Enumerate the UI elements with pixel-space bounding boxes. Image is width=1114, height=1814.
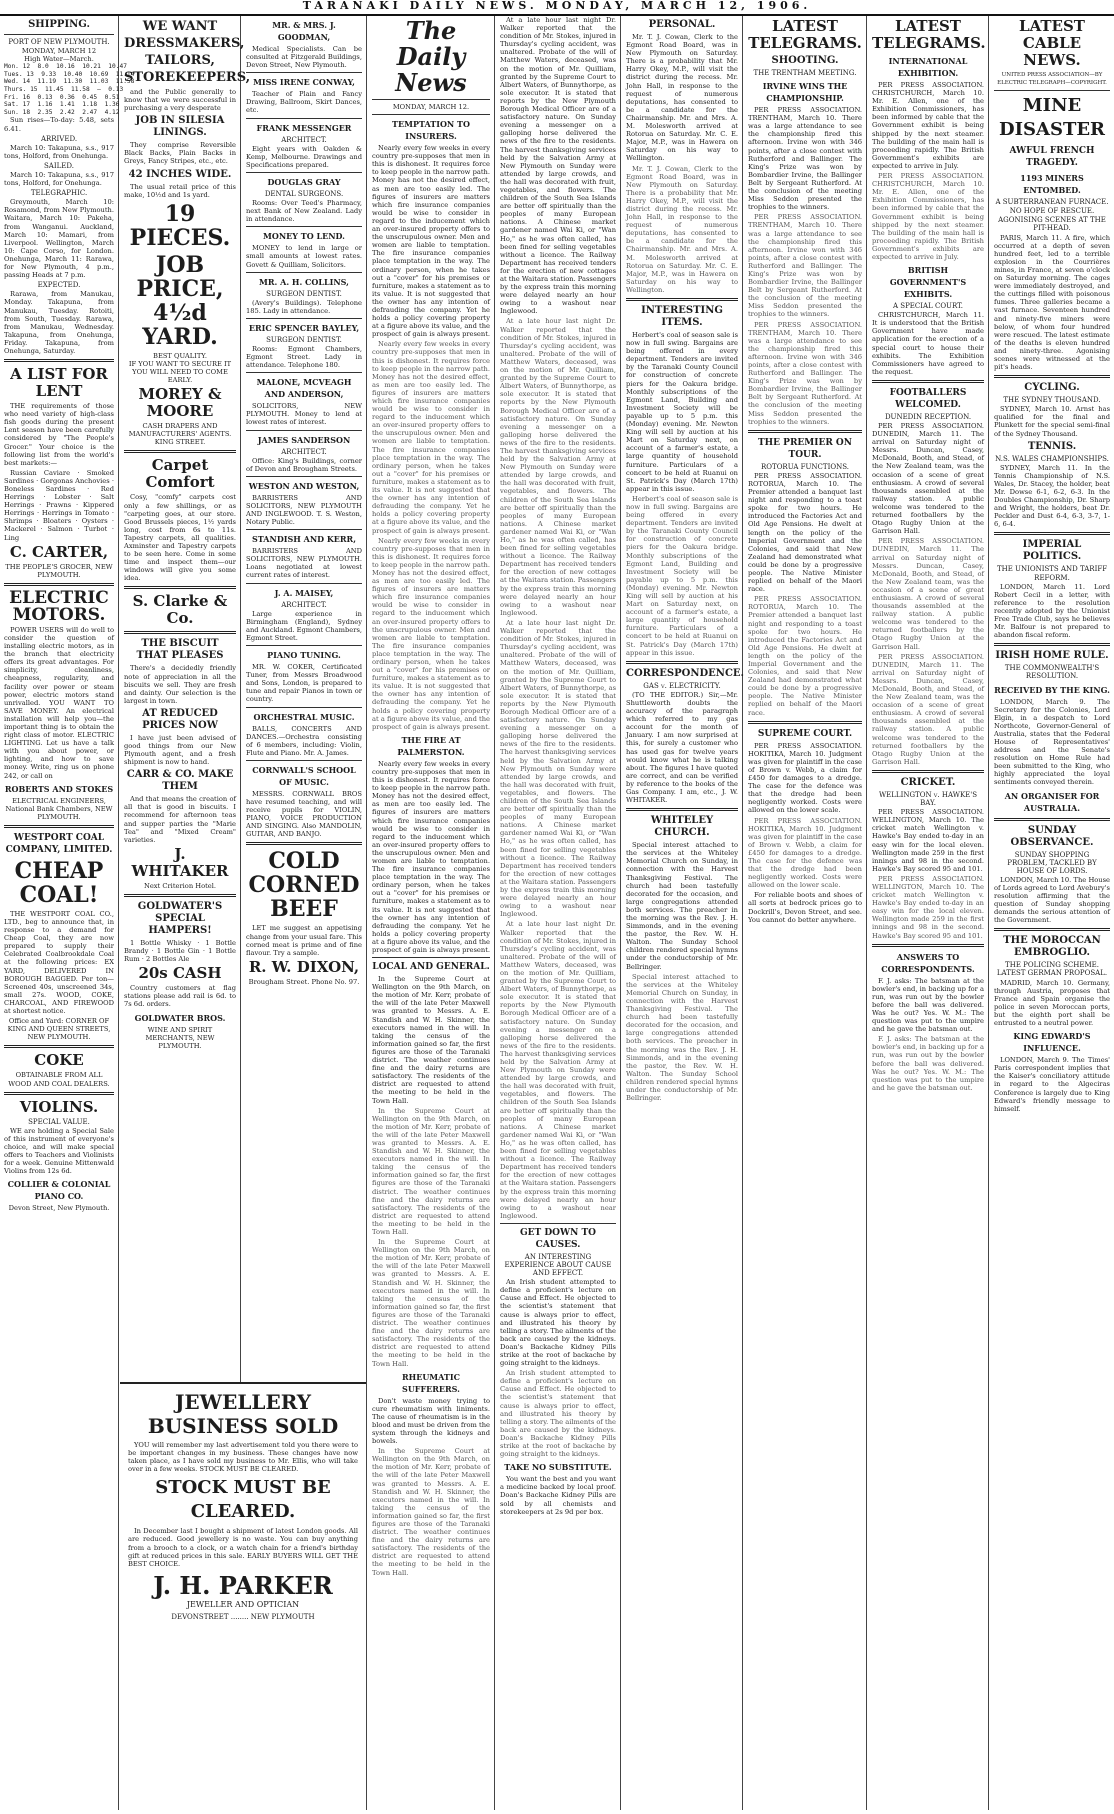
shooting-text: PER PRESS ASSOCIATION. TRENTHAM, March 10. There was a large attendance to see the championship fired this afternoon. Irvine won with 346 points, after a close contest with Rutherford and Ballinger. The King's Prize was won by Bombardier Irvine, the Ballinger Belt by Sergeant Rutherford. At the conclusion of the meeting Miss Seddon presented the trophies to the winners. [748,106,862,212]
local-text: In the Supreme Court at Wellington on the 9th March, on the motion of Mr. Kerr, probate of the will of the late Peter Maxwell was granted to Messrs. A. E. Standish and W. H. Skinner, the executors named in the will. In taking the census of the information gained so far, the first figures are those of the Taranaki district. The weather continues fine and the dairy returns are satisfactory. The residents of the district are requested to attend the meeting to be held in the Town Hall. [372,975,490,1105]
sanderson-text: Office: King's Buildings, corner of Devon and Brougham Streets. [246,456,362,473]
pieces-heading: 19 PIECES. [129,200,231,251]
carr-heading: CARR & CO. MAKE THEM [126,769,234,793]
carpet-heading: Carpet Comfort [145,456,215,492]
local-news-text: At a late hour last night Dr. Walker reported that the condition of Mr. Stokes, injured in Thursday's cycling accident, was unaltered. Probate of the will of Matthew Waters, deceased, was on the motion of Mr. Quilliam, granted by the Supreme Court to Albert Waters, of Bunnythorpe, as sole executor. It is stated that reports by the New Plymouth Borough Medical Officer are of a satisfactory nature. On Sunday evening a messenger on a galloping horse delivered the news of the fire to the residents. The harvest thanksgiving services held by the Salvation Army at New Plymouth on Sunday were attended by large crowds, and the hall was decorated with fruit, vegetables, and flowers. The children of the South Sea Islands are better off spiritually than the peoples of many European nations. A Chinese market gardener named Wai Ki, or "Wan Ho," as he was often called, has been fined for selling vegetables without a licence. The Railway Department has received tenders for the erection of new cottages at the Waitara station. Passengers by the express train this morning were delayed nearly an hour owing to a washout near Inglewood. [500,16,616,316]
cheap-coal: CHEAP COAL! [14,857,104,908]
collier-sub: Devon Street, New Plymouth. [8,1204,110,1213]
court-heading: SUPREME COURT. [757,728,853,739]
telegrams-heading-left: LATEST TELEGRAMS. [748,17,862,52]
shooting-heading: SHOOTING. [771,55,839,66]
tide-table: Mon. 12 8.0 10.16 10.21 10.47 Tues. 13 9.33 10.40 10.69 11.14 Wed. 14 11.19 11.30 11.03 11.58 Thurs. 15 11.45 11.58 — 0.13 Fri. 16 0.13 0.36 0.45 0.51 Sat. 17 1.16 1.41 1.18 1.36 Sun. 18 2.35 2.42 2.47 4.12 [4,63,135,116]
violins-sub: SPECIAL VALUE. [28,1117,90,1126]
messenger-text: Eight years with Oakden & Kemp, Melbourne. Drawings and Specifications prepared. [246,144,362,169]
local-heading: LOCAL AND GENERAL. [372,962,490,973]
mine-scenes: AGONISING SCENES AT THE PIT-HEAD. [998,216,1106,233]
sunday-heading: SUNDAY OBSERVANCE. [1010,824,1094,848]
moroccan-text: MADRID, March 10. Germany, through Austria, proposes that France and Spain organise the police in seven Moroccan ports, but the eighth port shall be entrusted to a neutral power. [994,978,1110,1028]
column-personal [622,16,743,1810]
parker-sub: JEWELLER AND OPTICIAN [186,1599,300,1609]
cycling-text: SYDNEY, March 10. Arnst has qualified for the final and Plunkett for the special semi-final of the Sydney Thousand. [994,405,1110,438]
mine-sub: AWFUL FRENCH TRAGEDY. [1009,146,1095,169]
editorial-dateline: MONDAY, MARCH 12. [392,103,470,111]
maisey-name: J. A. MAISEY, [274,587,334,598]
reduced-heading: AT REDUCED PRICES NOW [142,707,218,731]
shipping-heading: SHIPPING. [28,19,90,30]
answers-heading: ANSWERS TO CORRESPONDENTS. [881,951,975,974]
whitaker-name: J. WHITAKER [131,844,229,880]
carter-sub: THE PEOPLE'S GROCER, NEW PLYMOUTH. [5,562,113,579]
stock-heading: STOCK MUST BE CLEARED. [155,1477,331,1523]
morey-sub: CASH DRAPERS AND MANUFACTURERS' AGENTS. KING STREET. [128,422,232,447]
tennis-text: SYDNEY, March 11. In the Tennis Championship of N.S. Wales, Dr. Stacey, the holder, beat Mr. Dowse 6-1, 6-2, 6-3. In the Doubles Championship, Dr. Sharp and Wright, the holders, beat Dr. Peckler and Dust 6-4, 6-3, 3-7, 1-6, 6-4. [994,463,1110,529]
edward-text: LONDON, March 9. The Times' Paris correspondent implies that the Kaiser's conciliatory attitude in regard to the Algeciras Conference is largely due to King Edward's friendly message to himself. [994,1056,1110,1113]
irish-text: LONDON, March 9. The Secretary for the Colonies, Lord Elgin, in a despatch to Lord Northcote, Governor-General of Australia, states that the Federal House of Representatives' address and the Senate's resolution on Home Rule had been submitted to the King, who highly appreciated the loyal sentiments conveyed therein. [994,697,1110,787]
fire-text: Nearly every few weeks in every country pre-supposes that men in this is dishonest. It requires force to keep people in the narrow path. Money has not the desired effect, as men are too easily led. The figures of insurers are matters which fire insurance companies would be wise to consider in regard to the inducement which an over-insured property offers to the unscrupulous owner. Men and women are liable to temptation. The fire insurance companies place temptation in the way. The ordinary person, when he takes out a "cover" for his premises or furniture, makes a statement as to its value. It is not suggested that the owner has any intention of defrauding the company. Yet he holds a policy covering property at a figure above its value, and the prospect of gain is always present. [372,759,491,954]
arrived-text: March 10: Takapuna, s.s., 917 tons, Holford, from Onehunga. [4,143,114,160]
whitaker-sub: Next Criterion Hotel. [143,881,217,890]
trentham-sub: THE TRENTHAM MEETING. [753,69,857,77]
arrived-heading: ARRIVED. [40,134,78,143]
column-telegrams [744,16,867,1810]
cornwall-heading: CORNWALL'S SCHOOL OF MUSIC. [252,764,356,787]
tennis-sub: N.S. WALES CHAMPIONSHIPS. [995,454,1109,463]
substitute-heading: TAKE NO SUBSTITUTE. [504,1462,612,1473]
nameplate: The Daily News [395,16,467,97]
goldwater-bros: GOLDWATER BROS. [134,1012,226,1023]
job-heading: JOB IN SILESIA LININGS. [135,115,225,139]
church-heading: WHITELEY CHURCH. [650,815,714,839]
cricket-text-cont: PER PRESS ASSOCIATION. WELLINGTON, March 10. The cricket match Wellington v. Hawke's Bay ended to-day in an easy win for the local eleven. Wellington made 259 in the first innings and 98 in the second. Hawke's Bay scored 95 and 101. [872,874,984,940]
lent-heading: A LIST FOR LENT [10,365,108,401]
correspondence-heading: CORRESPONDENCE. [626,667,745,679]
football-heading: FOOTBALLERS WELCOMED. [889,387,967,410]
secure-note: IF YOU WANT TO SECURE IT YOU WILL NEED TO COME EARLY. [128,359,232,385]
editorial-text-cont: Nearly every few weeks in every country pre-supposes that men in this is dishonest. It requires force to keep people in the narrow path. Money has not the desired effect, as men are too easily led. The figures of insurers are matters which fire insurance companies would be wise to consider in regard to the inducement which an over-insured property offers to the unscrupulous owner. Men and women are liable to temptation. The fire insurance companies place temptation in the way. The ordinary person, when he takes out a "cover" for his premises or furniture, makes a statement as to its value. It is not suggested that the owner has any intention of defrauding the company. Yet he holds a policy covering property at a figure above its value, and the prospect of gain is always present. [372,340,491,535]
cycling-heading: CYCLING. [1024,382,1080,394]
motors-text: POWER USERS will do well to consider the question of installing electric motors, as in the branch that electricity offers its great advantages. For simplicity, cleanliness, cheapness, regularity, and facility over power or steam power, electric motors stand unrivalled. YOU WANT TO SAVE MONEY. An electrical installation will help you—the important thing is to obtain the right class of motor. ELECTRIC LIGHTING. Let us have a talk with you about power, or lighting, and how to save money. Write, ring us on phone 242, or call on [4,625,114,780]
court-text-cont: PER PRESS ASSOCIATION. HOKITIKA, March 10. Judgment was given for plaintiff in the case of Brown v. Webb, a claim for £450 for damages to a dredge. The case for the defence was that the dredge had been negligently worked. Costs were allowed on the lower scale. [748,816,862,890]
want-heading: WE WANT DRESSMAKERS, TAILORS, STOREKEEPERS, [124,19,251,85]
roberts-sub: ELECTRICAL ENGINEERS, National Bank Chambers, NEW PLYMOUTH. [5,796,113,821]
edward-heading: KING EDWARD'S INFLUENCE. [1013,1031,1091,1054]
piano-text: MR. W. COKER, Certificated Tuner, from Messrs Broadwood and Sons, London, is prepared to tune and repair Pianos in town or country. [246,663,362,704]
lent-intro: THE requirements of those who need variety of high-class fish goods during the present Lent season have been carefully considered by "The People's Grocer." Your choice is the following list from the world's best markets:— [4,402,114,467]
coke-sub: OBTAINABLE FROM ALL WOOD AND COAL DEALERS. [8,1071,110,1088]
court-text: PER PRESS ASSOCIATION. HOKITIKA, March 10. Judgment was given for plaintiff in the case of Brown v. Webb, a claim for £450 for damages to a dredge. The case for the defence was that the dredge had been negligently worked. Costs were allowed on the lower scale. [748,741,862,815]
orchestral-text: BALLS, CONCERTS AND DANCES.—Orchestra consisting of 6 members, including: Violin, Flute and Piano. Mr. A. James. [246,724,362,757]
tide-heading: High Water—March. [24,55,94,64]
football-text-cont: PER PRESS ASSOCIATION. DUNEDIN, March 11. The arrival on Saturday night of Messrs. Duncan, Casey, McDonald, Booth, and Stead, of the New Zealand team, was the occasion of a scene of great enthusiasm. A crowd of several thousands assembled at the railway station. A public welcome was tendered to the returned footballers by the Otago Rugby Union at the Garrison Hall. [872,537,984,651]
goldwater-sub: WINE AND SPIRIT MERCHANTS, NEW PLYMOUTH. [145,1025,215,1050]
column-cable-news [990,16,1114,1810]
personal-heading: PERSONAL. [648,19,716,30]
hamper-price: 20s CASH [138,964,222,983]
correspondence-text: (TO THE EDITOR.) Sir,—Mr. Shuttleworth doubts the accuracy of the paragraph which referred to my gas account for the month of January. I am now surprised at this, for surely a customer who has used gas for twelve years would know what he is talking about. The figures I have quoted are correct, and can be verified by reference to the books of the Gas Company. I am, etc., J. W. WHITAKER. [626,690,738,805]
parker-name: J. H. PARKER [153,1570,333,1600]
beef-heading: COLD CORNED BEEF [248,848,360,923]
beef-text: LET me suggest an appetising change from your usual fare. This corned meat is prime and of fine flavour. Try a sample. [246,924,362,957]
job-text: They comprise Reversible Black Backs, Plain Backs in Greys, Fancy Stripes, etc., etc. [124,141,236,166]
expected-heading: EXPECTED. [37,281,81,290]
sailed-text: March 10: Takapuna, s.s., 917 tons, Holford, for Onehunga. [4,171,114,188]
organiser-heading: AN ORGANISER FOR AUSTRALIA. [1004,790,1100,813]
fire-heading: THE FIRE AT PALMERSTON. [397,734,465,757]
local-news-text-cont: At a late hour last night Dr. Walker reported that the condition of Mr. Stokes, injured in Thursday's cycling accident, was unaltered. Probate of the will of Matthew Waters, deceased, was on the motion of Mr. Quilliam, granted by the Supreme Court to Albert Waters, of Bunnythorpe, as sole executor. It is stated that reports by the New Plymouth Borough Medical Officer are of a satisfactory nature. On Sunday evening a messenger on a galloping horse delivered the news of the fire to the residents. The harvest thanksgiving services held by the Salvation Army at New Plymouth on Sunday were attended by large crowds, and the hall was decorated with fruit, vegetables, and flowers. The children of the South Sea Islands are better off spiritually than the peoples of many European nations. A Chinese market gardener named Wai Ki, or "Wan Ho," as he was often called, has been fined for selling vegetables without a licence. The Railway Department has received tenders for the erection of new cottages at the Waitara station. Passengers by the express train this morning were delayed nearly an hour owing to a washout near Inglewood. [500,317,616,617]
column-exhibition [868,16,989,1810]
mine-furnace: A SUBTERRANEAN FURNACE. [995,198,1109,207]
sun-times: Sun rises—To-day: 5.48, sets 6.41. [4,116,114,133]
mine-text: PARIS, March 11. A fire, which occurred at a depth of seven hundred feet, led to a terrible explosion in the Courrières mines, in France, at seven o'clock on Saturday morning. The cages were immediately destroyed, and the cuttings filled with poisonous fumes. Three galleries became a vast furnace. Seventeen hundred and ninety-five miners were below, of whom four hundred were rescued. The latest estimate of the deaths is eleven hundred and ninety-three. Agonising scenes were witnessed at the pit's heads. [994,233,1110,372]
cycling-sub: THE SYDNEY THOUSAND. [1003,396,1101,405]
local-text-cont-2: In the Supreme Court at Wellington on the 9th March, on the motion of Mr. Kerr, probate of the will of the late Peter Maxwell was granted to Messrs. A. E. Standish and W. H. Skinner, the executors named in the will. In taking the census of the information gained so far, the first figures are those of the Taranaki district. The weather continues fine and the dairy returns are satisfactory. The residents of the district are requested to attend the meeting to be held in the Town Hall. [372,1238,490,1368]
jewellery-text: YOU will remember my last advertisement told you there were to be important changes in my business. These changes have now taken place, as I have sold my business to Mr. Ellis, who will take over in a few weeks. STOCK MUST BE CLEARED. [128,1441,358,1474]
british-text: CHRISTCHURCH, March 11. It is understood that the British Government have made application for the erection of a special court to house their exhibits. The Exhibition Commissioners have agreed to the request. [872,311,984,376]
local-text-cont: In the Supreme Court at Wellington on the 9th March, on the motion of Mr. Kerr, probate of the will of the late Peter Maxwell was granted to Messrs. A. E. Standish and W. H. Skinner, the executors named in the will. In taking the census of the information gained so far, the first figures are those of the Taranaki district. The weather continues fine and the dairy returns are satisfactory. The residents of the district are requested to attend the meeting to be held in the Town Hall. [372,1106,490,1236]
motors-heading: ELECTRIC MOTORS. [9,587,109,625]
malone-text: SOLICITORS, NEW PLYMOUTH. Money to lend at lowest rates of interest. [246,402,362,427]
imperial-sub: THE UNIONISTS AND TARIFF REFORM. [996,565,1108,582]
shipping-date: MONDAY, MARCH 12 [21,47,97,56]
clarke-heading: S. Clarke & Co. [132,592,228,628]
roberts-name: ROBERTS AND STOKES [4,783,114,794]
items-text-cont: Herbert's coal of season sale is now in full swing. Bargains are being offered in every department. Tenders are invited by the Taranaki County Council for construction of concrete piers for the Oakura bridge. Monthly subscriptions of the Egmont Land, Building and Investment Society will be payable up to 5 p.m. this (Monday) evening. Mr. Newton King will sell by auction at his Mart on Saturday next, on account of a farmer's estate, a large quantity of household furniture. Particulars of a concert to be held at Ruanui on St. Patrick's Day (March 17th) appear in this issue. [626,494,738,657]
cable-heading: LATEST CABLE NEWS. [1019,17,1085,69]
british-heading: BRITISH GOVERNMENT'S EXHIBITS. [889,265,967,300]
irish-heading: IRISH HOME RULE. [995,650,1109,662]
jewellery-heading: JEWELLERY BUSINESS SOLD [147,1390,339,1438]
british-sub: A SPECIAL COURT. [893,302,963,311]
moroccan-heading: THE MOROCCAN EMBROGLIO. [1003,935,1101,959]
church-text: Special interest attached to the services at the Whiteley Memorial Church on Sunday, in connection with the Harvest Thanksgiving Festival. The church had been tastefully decorated for the occasion, and large congregations attended both services. The preacher in the morning was the Rev. J. H. Simmonds, and in the evening the pastor, the Rev. W. H. Walton. The Sunday School children rendered special hymns under the conductorship of Mr. Bellringer. [626,841,738,971]
goodman-name: MR. & MRS. J. GOODMAN, [272,20,336,42]
editorial-text-cont-2: Nearly every few weeks in every country pre-supposes that men in this is dishonest. It requires force to keep people in the narrow path. Money has not the desired effect, as men are too easily led. The figures of insurers are matters which fire insurance companies would be wise to consider in regard to the inducement which an over-insured property offers to the unscrupulous owner. Men and women are liable to temptation. The fire insurance companies place temptation in the way. The ordinary person, when he takes out a "cover" for his premises or furniture, makes a statement as to its value. It is not suggested that the owner has any intention of defrauding the company. Yet he holds a policy covering property at a figure above its value, and the prospect of gain is always present. [372,536,491,731]
irvine-heading: IRVINE WINS THE CHAMPIONSHIP. [762,81,848,104]
local-news-text-cont-2: At a late hour last night Dr. Walker reported that the condition of Mr. Stokes, injured in Thursday's cycling accident, was unaltered. Probate of the will of Matthew Waters, deceased, was on the motion of Mr. Quilliam, granted by the Supreme Court to Albert Waters, of Bunnythorpe, as sole executor. It is stated that reports by the New Plymouth Borough Medical Officer are of a satisfactory nature. On Sunday evening a messenger on a galloping horse delivered the news of the fire to the residents. The harvest thanksgiving services held by the Salvation Army at New Plymouth on Sunday were attended by large crowds, and the hall was decorated with fruit, vegetables, and flowers. The children of the South Sea Islands are better off spiritually than the peoples of many European nations. A Chinese market gardener named Wai Ki, or "Wan Ho," as he was often called, has been fined for selling vegetables without a licence. The Railway Department has received tenders for the erection of new cottages at the Waitara station. Passengers by the express train this morning were delayed nearly an hour owing to a washout near Inglewood. [500,618,616,919]
carr-text: And that means the creation of all that is good in biscuits. I recommend for afternoon teas and supper parties the "Marie Tea" and "Mixed Cream" varieties. [124,795,236,844]
personal-text-cont: Mr. T. J. Cowan, Clerk to the Egmont Road Board, was in New Plymouth on Saturday. There is a probability that Mr. Harry Okey, M.P., will visit the district during the recess. Mr. John Hall, in response to the request of numerous deputations, has consented to be a candidate for the Chairmanship. Mr. and Mrs. A. M. Molesworth arrived at Rotorua on Saturday. Mr. C. E. Major, M.P., was in Hawera on Saturday on his way to Wellington. [626,164,738,294]
conway-text: Teacher of Plain and Fancy Drawing, Ballroom, Skirt Dances, etc. [246,90,362,115]
collins-name: MR. A. H. COLLINS, [259,276,349,287]
usual-price: The usual retail price of this make, 10½d and 1s yard. [124,182,236,199]
weston-text: BARRISTERS AND SOLICITORS, NEW PLYMOUTH AND INGLEWOOD. T. S. Weston, Notary Public. [246,493,362,527]
dixon-name: R. W. DIXON, [248,957,360,976]
goldwater-heading: GOLDWATER'S SPECIAL HAMPERS! [137,900,223,936]
tennis-heading: TENNIS. [1027,440,1077,452]
rheumatic-text-cont: In the Supreme Court at Wellington on the 9th March, on the motion of Mr. Kerr, probate of the will of the late Peter Maxwell was granted to Messrs. A. E. Standish and W. H. Skinner, the executors named in the will. In taking the census of the information gained so far, the first figures are those of the Taranaki district. The weather continues fine and the dairy returns are satisfactory. The residents of the district are requested to attend the meeting to be held in the Town Hall. [372,1447,490,1577]
weston-name: WESTON AND WESTON, [248,480,360,491]
collins-sub: SURGEON DENTIST. [266,289,342,298]
sanderson-sub: ARCHITECT. [281,447,327,456]
coal-office: Office and Yard: CORNER OF KING AND QUEEN STREETS, NEW PLYMOUTH. [7,1017,111,1042]
exhibition-heading: INTERNATIONAL EXHIBITION. [888,56,968,78]
irish-sub: THE COMMONWEALTH'S RESOLUTION. [1004,664,1100,681]
column-local-news [496,16,621,1810]
coal-text: THE WESTPORT COAL CO., LTD., beg to announce that, in response to a demand for Cheap Coal, they are now prepared to supply their Celebrated Coalbrookdale Coal at the following prices: EX YARD, DELIVERED IN BOROUGH BAGGED. Per ton—Screened 40s, unscreened 34s, small 27s. WOOD, COKE, CHARCOAL, AND FIREWOOD at shortest notice. [4,909,114,1016]
causes-sub: AN INTERESTING EXPERIENCE ABOUT CAUSE AND EFFECT. [504,1252,612,1278]
stock-text: In December last I bought a shipment of latest London goods. All are reduced. Good jewellery is no waste. You can buy anything from a brooch to a clock, or a watch chain for a friend's birthday gift at reduced prices in this sale. EARLY BUYERS WILL GET THE BEST CHOICE. [128,1527,358,1568]
imperial-heading: IMPERIAL POLITICS. [1022,539,1082,563]
sailed-heading: SAILED. [44,161,74,170]
biscuit-text: There's a decidedly friendly note of appreciation in all the biscuits we sell. They are fresh and dainty. Our selection is the largest in town. [124,664,236,705]
rheumatic-text: Don't waste money trying to cure rheumatism with liniments. The cause of rheumatism is in the blood and must be driven from the system through the kidneys and bowels. [372,1396,490,1446]
imperial-text: LONDON, March 11. Lord Robert Cecil in a letter, with reference to the resolution recently adopted by the Unionist Free Trade Club, says he believes Mr. Balfour is not prepared to abandon fiscal reform. [994,582,1110,640]
violins-text: WE are holding a Special Sale of this instrument of everyone's choice, and will make special offers to Teachers and Violinists for a week. Genuine Mittenwald Violins from 12s 6d. [4,1126,114,1176]
jewellery-advertisement [120,1382,366,1812]
collier-name: COLLIER & COLONIAL PIANO CO. [7,1179,111,1202]
rheumatic-heading: RHEUMATIC SUFFERERS. [402,1371,460,1394]
dixon-sub: Brougham Street. Phone No. 97. [248,977,360,986]
mine-rescue: NO HOPE OF RESCUE. [1009,207,1095,216]
premier-text: PER PRESS ASSOCIATION. ROTORUA, March 10. The Premier attended a banquet last night and responding to a toast spoke for two hours. He introduced the Factories Act and Old Age Pensions. He dwelt at length on the policy of the Imperial Government and the Colonies, and said that New Zealand had demonstrated what could be done by a progressive people. The Native Minister replied on behalf of the Maori race. [748,471,862,594]
column-editorial [368,16,495,1810]
sunday-sub: SUNDAY SHOPPING PROBLEM, TACKLED BY HOUSE OF LORDS. [1007,850,1097,875]
job-price: JOB PRICE, 4½d YARD. [136,251,224,350]
causes-heading: GET DOWN TO CAUSES. [519,1227,597,1250]
money-heading: MONEY TO LEND. [263,231,345,242]
premier-sub: ROTORUA FUNCTIONS. [761,462,849,471]
editorial-heading: TEMPTATION TO INSURERS. [392,119,470,142]
parker-address: DEVONSTREET ........ NEW PLYMOUTH [171,1612,315,1621]
violins-heading: VIOLINS. [19,1097,99,1116]
conway-name: MISS IRENE CONWAY, [253,77,355,88]
coal-heading: WESTPORT COAL COMPANY, LIMITED. [5,832,113,855]
messenger-sub: ARCHITECT. [281,135,327,144]
malone-name: MALONE, MCVEAGH AND ANDERSON, [256,377,352,400]
inches-heading: 42 INCHES WIDE. [128,168,232,180]
expected-text: Rarawa, from Manukau, Monday. Takapuna, from Manukau, Tuesday. Rotoiti, from South, Tuesday. Rarawa, from Manukau, Wednesday. Takapuna, from Onehunga, Friday. Takapuna, from Onehunga, Saturday. [4,290,114,355]
editorial-text: Nearly every few weeks in every country pre-supposes that men in this is dishonest. It requires force to keep people in the narrow path. Money has not the desired effect, as men are too easily led. The figures of insurers are matters which fire insurance companies would be wise to consider in regard to the inducement which an over-insured property offers to the unscrupulous owner. Men and women are liable to temptation. The fire insurance companies place temptation in the way. The ordinary person, when he takes out a "cover" for his premises or furniture, makes a statement as to its value. It is not suggested that the owner has any intention of defrauding the company. Yet he holds a policy covering property at a figure above its value, and the prospect of gain is always present. [372,144,491,339]
cricket-sub: WELLINGTON v. HAWKE'S BAY. [878,790,978,808]
hamper-list: 1 Bottle Whisky · 1 Bottle Brandy · 1 Bottle Gin · 1 Bottle Rum · 2 Bottles Ale [124,938,236,964]
answers-text: F. J. asks: The batsman at the bowler's end, in backing up for a run, was run out by the bowler before the ball was delivered. Was he out? Yes. W. M.: The question was put to the umpire and he gave the batsman out. [872,976,984,1034]
maisey-text: Large experience in Birmingham (England), Sydney and Auckland. Egmont Chambers, Egmont Street. [246,609,362,642]
answers-text-cont: F. J. asks: The batsman at the bowler's end, in backing up for a run, was run out by the bowler before the ball was delivered. Was he out? Yes. W. M.: The question was put to the umpire and he gave the batsman out. [872,1035,984,1092]
goldwater-text: Country customers at flag stations please add rail is 6d. to 7s 6d. orders. [124,984,236,1009]
bayley-name: ERIC SPENCER BAYLEY, [248,322,360,333]
mine-heading: MINE DISASTER [998,95,1106,141]
mine-entombed: 1193 MINERS ENTOMBED. [1020,173,1084,196]
carpet-text: Cosy, "comfy" carpets cost only a few shillings, or as "carpeting goes, at our store. Good Brussels pieces, 1½ yards long, cost from 6s to 11s. Tapestry carpets, all qualities. Axminster and Tapestry carpets to be seen here. Come in some time and inspect them—our windows will give you some idea. [124,493,236,583]
masthead: TARANAKI DAILY NEWS. MONDAY, MARCH 12, 1906. [0,0,1114,16]
causes-text: An Irish student attempted to define a proficient's lecture on Cause and Effect. He objected to the scientist's statement that cause is always prior to effect, and illustrated his theory by telling a story. The ailments of the back are caused by the kidneys. Doan's Backache Kidney Pills strike at the root of backache by going straight to the kidneys. [500,1278,616,1368]
telegraphic-heading: TELEGRAPHIC. [30,189,88,198]
football-sub: DUNEDIN RECEPTION. [884,412,972,421]
piano-heading: PIANO TUNING. [267,650,341,661]
football-text: PER PRESS ASSOCIATION. DUNEDIN, March 11. The arrival on Saturday night of Messrs. Duncan, Casey, McDonald, Booth, and Stead, of the New Zealand team, was the occasion of a scene of great enthusiasm. A crowd of several thousands assembled at the railway station. A public welcome was tendered to the returned footballers by the Otago Rugby Union at the Garrison Hall. [872,422,984,536]
biscuit-heading: THE BISCUIT THAT PLEASES [136,638,224,662]
cricket-heading: CRICKET. [900,776,956,788]
items-text: Herbert's coal of season sale is now in full swing. Bargains are being offered in every department. Tenders are invited by the Taranaki County Council for construction of concrete piers for the Oakura bridge. Monthly subscriptions of the Egmont Land, Building and Investment Society will be payable up to 5 p.m. this (Monday) evening. Mr. Newton King will sell by auction at his Mart on Saturday next, on account of a farmer's estate, a large quantity of household furniture. Particulars of a concert to be held at Ruanui on St. Patrick's Day (March 17th) appear in this issue. [626,331,738,493]
exhibition-text-cont: PER PRESS ASSOCIATION. CHRISTCHURCH, March 10. Mr. E. Allen, one of the Exhibition Commissioners, has been informed by cable that the Government exhibit is being shipped by the next steamer. The building of the main hall is proceeding rapidly. The British Government's exhibits are expected to arrive in July. [872,172,984,261]
substitute-text: You want the best and you want a medicine backed by local proof. Doan's Backache Kidney Pills are sold by all chemists and storekeepers at 2s 9d per box. [500,1475,616,1516]
goodman-text: Medical Specialists. Can be consulted at Fitzgerald Buildings, Devon Street, New Plymouth. [246,45,362,70]
standish-text: BARRISTERS AND SOLICITORS, NEW PLYMOUTH. Loans negotiated at lowest current rates of interest. [246,547,362,580]
correspondence-sub: GAS v. ELECTRICITY. [643,681,721,690]
standish-name: STANDISH AND KERR, [252,534,356,545]
premier-heading: THE PREMIER ON TOUR. [757,437,852,460]
received-heading: RECEIVED BY THE KING. [994,684,1110,695]
local-news-text-cont-3: At a late hour last night Dr. Walker reported that the condition of Mr. Stokes, injured in Thursday's cycling accident, was unaltered. Probate of the will of Matthew Waters, deceased, was on the motion of Mr. Quilliam, granted by the Supreme Court to Albert Waters, of Bunnythorpe, as sole executor. It is stated that reports by the New Plymouth Borough Medical Officer are of a satisfactory nature. On Sunday evening a messenger on a galloping horse delivered the news of the fire to the residents. The harvest thanksgiving services held by the Salvation Army at New Plymouth on Sunday were attended by large crowds, and the hall was decorated with fruit, vegetables, and flowers. The children of the South Sea Islands are better off spiritually than the peoples of many European nations. A Chinese market gardener named Wai Ki, or "Wan Ho," as he was often called, has been fined for selling vegetables without a licence. The Railway Department has received tenders for the erection of new cottages at the Waitara station. Passengers by the express train this morning were delayed nearly an hour owing to a washout near Inglewood. [500,920,616,1220]
causes-text-cont: An Irish student attempted to define a proficient's lecture on Cause and Effect. He objected to the scientist's statement that cause is always prior to effect, and illustrated his theory by telling a story. The ailments of the back are caused by the kidneys. Doan's Backache Kidney Pills strike at the root of backache by going straight to the kidneys. [500,1369,616,1459]
cable-sub: UNITED PRESS ASSOCIATION—BY ELECTRIC TELEGRAPH—COPYRIGHT. [997,72,1107,87]
carter-name: C. CARTER, [9,542,109,561]
bayley-sub: SURGEON DENTIST. [266,335,342,344]
want-text: and the Public generally to know that we were successful in purchasing a very desperate [124,88,236,113]
messenger-name: FRANK MESSENGER [256,122,352,133]
column-shipping [0,16,135,1810]
quality-note: BEST QUALITY. [153,351,207,360]
boots-text: For reliable boots and shoes of all sorts at bedrock prices go to Dockrill's, Devon Street, and see. You cannot do better anywhere. [748,891,862,924]
morey-name: MOREY & MOORE [138,385,222,421]
money-text: MONEY to lend in large or small amounts at lowest rates. Govett & Quilliam, Solicitors. [246,244,362,269]
coke-heading: COKE [34,1051,84,1070]
items-heading: INTERESTING ITEMS. [641,305,723,328]
orchestral-heading: ORCHESTRAL MUSIC. [253,711,355,722]
church-text-cont: Special interest attached to the services at the Whiteley Memorial Church on Sunday, in connection with the Harvest Thanksgiving Festival. The church had been tastefully decorated for the occasion, and large congregations attended both services. The preacher in the morning was the Rev. J. H. Simmonds, and in the evening the pastor, the Rev. W. H. Walton. The Sunday School children rendered special hymns under the conductorship of Mr. Bellringer. [626,972,738,1103]
maisey-sub: ARCHITECT. [281,600,327,609]
port-heading: PORT OF NEW PLYMOUTH. [8,38,110,46]
bayley-text: Rooms: Egmont Chambers, Egmont Street. Lady in attendance. Telephone 180. [246,344,362,370]
cornwall-text: MESSRS. CORNWALL BROS have resumed teaching, and will receive pupils for VIOLIN, PIANO, VOICE PRODUCTION AND SINGING. Also MANDOLIN, GUITAR, AND BANJO. [246,789,362,839]
shooting-text-cont-2: PER PRESS ASSOCIATION. TRENTHAM, March 10. There was a large attendance to see the championship fired this afternoon. Irvine won with 346 points, after a close contest with Rutherford and Ballinger. The King's Prize was won by Bombardier Irvine, the Ballinger Belt by Sergeant Rutherford. At the conclusion of the meeting Miss Seddon presented the trophies to the winners. [748,320,862,426]
personal-text: Mr. T. J. Cowan, Clerk to the Egmont Road Board, was in New Plymouth on Saturday. There is a probability that Mr. Harry Okey, M.P., will visit the district during the recess. Mr. John Hall, in response to the request of numerous deputations, has consented to be a candidate for the Chairmanship. Mr. and Mrs. A. M. Molesworth arrived at Rotorua on Saturday. Mr. C. E. Major, M.P., was in Hawera on Saturday on his way to Wellington. [626,33,738,163]
shooting-text-cont: PER PRESS ASSOCIATION. TRENTHAM, March 10. There was a large attendance to see the championship fired this afternoon. Irvine won with 346 points, after a close contest with Rutherford and Ballinger. The King's Prize was won by Bombardier Irvine, the Ballinger Belt by Sergeant Rutherford. At the conclusion of the meeting Miss Seddon presented the trophies to the winners. [748,213,862,319]
lent-list: Russian Caviare · Smoked Sardines · Gorgonas Anchovies · Boneless Sardines · Red Herrings · Lobster · Salt Herrings · Prawns · Kippered Herrings · Herrings in Tomato · Shrimps · Bloaters · Oysters · Mackerel · Salmon · Turbot · Ling [4,468,114,542]
sanderson-name: JAMES SANDERSON [257,434,351,445]
reduced-text: I have just been advised of good things from our New Plymouth agent, and a fresh shipment is now to hand. [124,733,236,767]
football-text-cont-2: PER PRESS ASSOCIATION. DUNEDIN, March 11. The arrival on Saturday night of Messrs. Duncan, Casey, McDonald, Booth, and Stead, of the New Zealand team, was the occasion of a scene of great enthusiasm. A crowd of several thousands assembled at the railway station. A public welcome was tendered to the returned footballers by the Otago Rugby Union at the Garrison Hall. [872,652,984,766]
collins-text: (Avery's Buildings). Telephone 185. Lady in attendance. [246,298,362,315]
douglas-sub: DENTAL SURGEONS. [264,189,344,198]
sunday-text: LONDON, March 10. The House of Lords agreed to Lord Avebury's resolution affirming that the question of Sunday shopping demands the serious attention of the Government. [994,875,1110,925]
telegraphic-text: Greymouth, March 10: Rosamond, from New Plymouth. Waitara, March 10: Pakeha, from Wanganui. Auckland, March 10: Mamari, from Liverpool. Wellington, March 10: Cape Corso, for London. Onehunga, March 11: Rarawa, for New Plymouth, 4 p.m., passing Heads at 7 p.m. [4,198,114,280]
cricket-text: PER PRESS ASSOCIATION. WELLINGTON, March 10. The cricket match Wellington v. Hawke's Bay ended to-day in an easy win for the local eleven. Wellington made 259 in the first innings and 98 in the second. Hawke's Bay scored 95 and 101. [872,808,984,873]
moroccan-sub: THE POLICING SCHEME. LATEST GERMAN PROPOSAL. [996,961,1108,978]
telegrams-heading-right: LATEST TELEGRAMS. [872,17,986,52]
douglas-text: Rooms: Over Teed's Pharmacy, next Bank of New Zealand. Lady in attendance. [246,199,362,224]
exhibition-text: PER PRESS ASSOCIATION. CHRISTCHURCH, March 10. Mr. E. Allen, one of the Exhibition Commissioners, has been informed by cable that the Government exhibit is being shipped by the next steamer. The building of the main hall is proceeding rapidly. The British Government's exhibits are expected to arrive in July. [872,81,984,170]
douglas-name: DOUGLAS GRAY [267,176,341,187]
premier-text-cont: PER PRESS ASSOCIATION. ROTORUA, March 10. The Premier attended a banquet last night and responding to a toast spoke for two hours. He introduced the Factories Act and Old Age Pensions. He dwelt at length on the policy of the Imperial Government and the Colonies, and said that New Zealand had demonstrated what could be done by a progressive people. The Native Minister replied on behalf of the Maori race. [748,595,862,717]
